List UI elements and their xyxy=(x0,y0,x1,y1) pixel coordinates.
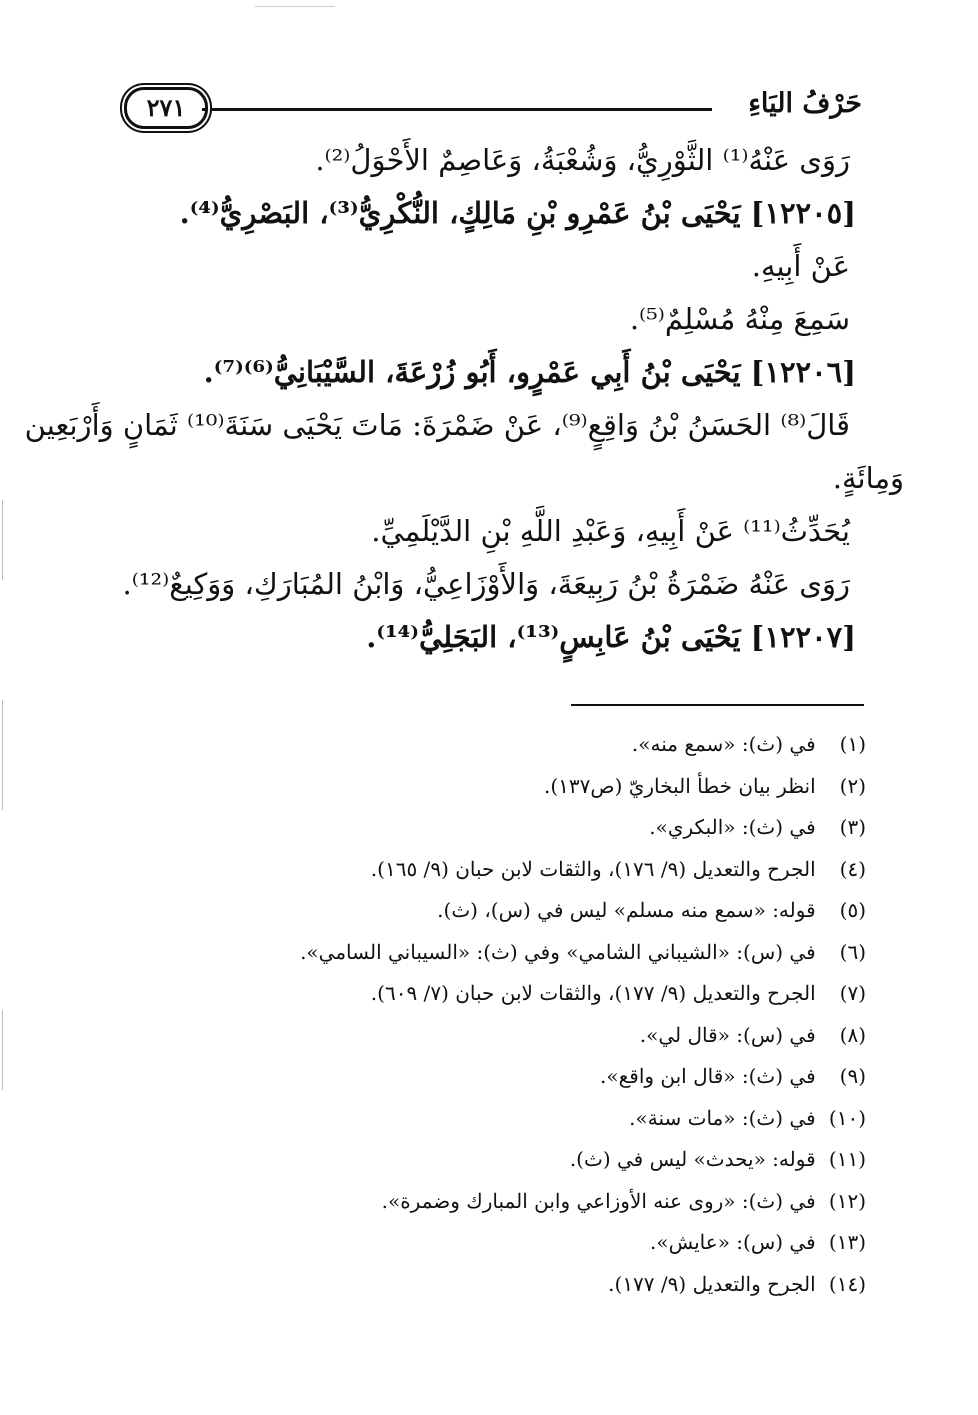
footnote xyxy=(306,1104,866,1146)
body-line: رَوَى عَنْهُ ضَمْرَةُ بْنُ رَبِيعَةَ، وَالأَوْزَاعِيُّ، وَابْنُ المُبَارَكِ، وَوَكِيعٌ⁽¹²⁾. xyxy=(122,567,850,601)
page-header xyxy=(124,82,862,132)
footnote-text: في (ث): «قال ابن واقع». xyxy=(600,1064,816,1088)
footnote-text: الجرح والتعديل (٩/ ١٧٦)، والثقات لابن حبان (٩/ ١٦٥). xyxy=(370,856,816,881)
scan-edge-mark xyxy=(2,1010,3,1090)
footnote-text: قوله: «سمع منه مسلم» ليس في (س)، (ث). xyxy=(437,898,816,922)
scan-edge-mark xyxy=(255,6,335,7)
footnote xyxy=(306,1187,866,1229)
footnote-number: (١٤) xyxy=(828,1271,866,1296)
entry-heading: [١٢٢٠٦] يَحْيَى بْنُ أَبِي عَمْرٍو، أَبُو زُرْعَةَ، السَّيْبَانِيُّ⁽⁶⁾⁽⁷⁾. xyxy=(203,355,856,389)
footnote-number: (١) xyxy=(839,732,866,756)
scan-edge-mark xyxy=(2,500,3,580)
footnote-text: في (ث): «روى عنه الأوزاعي وابن المبارك وضمرة». xyxy=(381,1188,816,1213)
body-line: سَمِعَ مِنْهُ مُسْلِمٌ⁽⁵⁾. xyxy=(629,302,850,336)
footnote xyxy=(306,730,866,772)
footnote-text: في (س): «الشيباني الشامي» وفي (ث): «السيباني السامي». xyxy=(300,939,816,964)
footnote xyxy=(306,813,866,855)
footnote xyxy=(306,1062,866,1104)
entry-heading: [١٢٢٠٧] يَحْيَى بْنُ عَابِسٍ⁽¹³⁾، البَجَلِيُّ⁽¹⁴⁾. xyxy=(366,620,856,654)
scan-edge-mark xyxy=(2,700,3,810)
footnote xyxy=(306,1228,866,1270)
footnote-number: (١١) xyxy=(828,1147,866,1171)
footnote-text: في (س): «قال لي». xyxy=(639,1022,816,1047)
footnote-text: في (ث): «مات سنة». xyxy=(629,1105,816,1130)
footnote-text: في (ث): «سمع منه». xyxy=(631,732,816,756)
footnote-text: انظر بيان خطأ البخاريّ (ص١٣٧). xyxy=(544,773,816,798)
footnote-number: (١٢) xyxy=(828,1188,866,1213)
body-line: عَنْ أَبِيهِ. xyxy=(751,249,850,283)
entry-heading: [١٢٢٠٥] يَحْيَى بْنُ عَمْرِو بْنِ مَالِكٍ، النُّكْرِيُّ⁽³⁾، البَصْرِيُّ⁽⁴⁾. xyxy=(179,196,856,230)
body-line: يُحَدِّثُ⁽¹¹⁾ عَنْ أَبِيهِ، وَعَبْدِ اللَّهِ بْنِ الدَّيْلَمِيِّ. xyxy=(371,514,850,548)
footnotes-list xyxy=(300,730,866,1311)
body-line: قَالَ⁽⁸⁾ الحَسَنُ بْنُ وَاقِعٍ⁽⁹⁾، عَنْ ضَمْرَةَ: مَاتَ يَحْيَى سَنَةَ⁽¹⁰⁾ ثَمَانٍ وَأَرْبَعِين xyxy=(24,408,850,442)
footnote-text: الجرح والتعديل (٩/ ١٧٧)، والثقات لابن حبان (٧/ ٦٠٩). xyxy=(370,981,816,1005)
footnote xyxy=(306,1145,866,1187)
header-rule xyxy=(202,108,712,111)
footnote-number: (٦) xyxy=(839,939,866,964)
footnote xyxy=(300,938,866,980)
footnote-number: (١٣) xyxy=(828,1230,866,1254)
footnote-text: قوله: «يحدث» ليس في (ث). xyxy=(569,1147,816,1171)
body-text xyxy=(24,140,904,670)
footnote-number: (٩) xyxy=(839,1064,866,1088)
footnote xyxy=(306,896,866,938)
footnote-number: (٢) xyxy=(839,773,866,798)
footnote xyxy=(306,1270,866,1312)
footnote xyxy=(306,1021,866,1063)
footnote-number: (٧) xyxy=(839,981,866,1005)
page-number-badge: ٢٧١ xyxy=(124,87,208,129)
footnote-number: (٤) xyxy=(839,856,866,881)
body-line: رَوَى عَنْهُ⁽¹⁾ الثَّوْرِيُّ، وَشُعْبَةُ، وَعَاصِمٌ الأَحْوَلُ⁽²⁾. xyxy=(315,143,850,177)
chapter-title: حَرْفُ اليَاءِ xyxy=(748,88,862,119)
footnote-number: (٨) xyxy=(839,1022,866,1047)
footnote-number: (١٠) xyxy=(828,1105,866,1130)
footnote-separator xyxy=(571,704,864,706)
footnote xyxy=(306,772,866,814)
footnote-number: (٥) xyxy=(839,898,866,922)
footnote-number: (٣) xyxy=(839,815,866,839)
footnote xyxy=(306,979,866,1021)
footnote-text: الجرح والتعديل (٩/ ١٧٧). xyxy=(608,1271,816,1296)
footnote-text: في (س): «عايش». xyxy=(650,1230,816,1254)
footnote xyxy=(306,855,866,897)
body-line: وَمِائَةٍ. xyxy=(832,461,904,495)
footnote-text: في (ث): «البكري». xyxy=(649,815,816,839)
